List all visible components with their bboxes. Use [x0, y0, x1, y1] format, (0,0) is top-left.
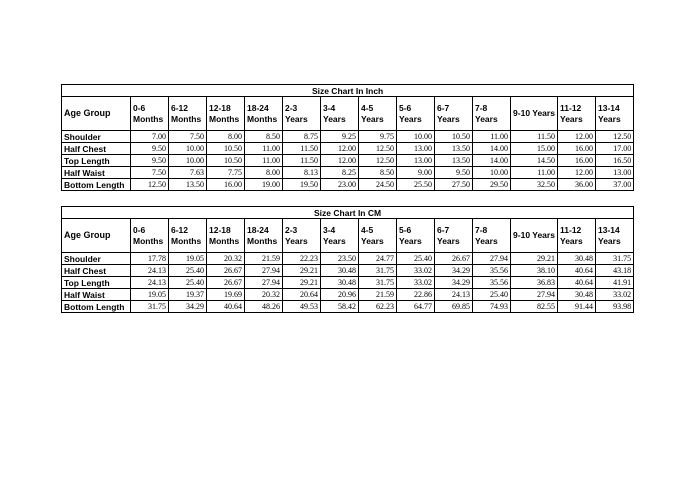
- table-cell: 27.50: [435, 179, 473, 191]
- column-header-line: 18-24: [247, 224, 269, 235]
- table-cell: 31.75: [359, 277, 397, 289]
- table-cell: 34.29: [435, 265, 473, 277]
- table-cell: 32.50: [511, 179, 558, 191]
- table-cell: 19.00: [245, 179, 283, 191]
- column-header: [359, 97, 397, 131]
- table-cell: 13.00: [397, 143, 435, 155]
- column-header-line: 2-3: [285, 102, 298, 113]
- table-cell: 19.50: [283, 179, 321, 191]
- column-header: [245, 219, 283, 253]
- table-cell: 23.50: [321, 253, 359, 265]
- table-cell: 21.59: [359, 289, 397, 301]
- column-header: [435, 97, 473, 131]
- table-cell: 38.10: [511, 265, 558, 277]
- column-header-line: Months: [133, 235, 164, 246]
- row-label: Half Waist: [62, 289, 131, 301]
- table-cell: 74.93: [473, 301, 511, 313]
- table-cell: 27.94: [473, 253, 511, 265]
- row-label: Shoulder: [62, 131, 131, 143]
- table-cell: 15.00: [511, 143, 558, 155]
- table-cell: 21.59: [245, 253, 283, 265]
- column-header-line: 9-10 Years: [513, 230, 555, 240]
- column-header-line: 18-24: [247, 102, 269, 113]
- column-header-line: 12-18: [209, 224, 231, 235]
- column-header-line: 7-8: [475, 224, 488, 235]
- table-cell: 48.26: [245, 301, 283, 313]
- table-cell: 11.00: [511, 167, 558, 179]
- table-cell: 9.00: [397, 167, 435, 179]
- column-header-line: 5-6: [399, 224, 412, 235]
- table-cell: 27.94: [245, 265, 283, 277]
- column-header: [283, 97, 321, 131]
- table-cell: 8.25: [321, 167, 359, 179]
- table-cell: 12.50: [131, 179, 169, 191]
- table-cell: 24.13: [435, 289, 473, 301]
- table-cell: 11.00: [245, 143, 283, 155]
- table-cell: 19.69: [207, 289, 245, 301]
- column-header-line: Years: [285, 235, 308, 246]
- table-cell: 10.00: [169, 143, 207, 155]
- table-cell: 8.13: [283, 167, 321, 179]
- column-header-line: 0-6: [133, 102, 146, 113]
- table-cell: 29.21: [511, 253, 558, 265]
- column-header-line: 6-7: [437, 224, 450, 235]
- table-cell: 64.77: [397, 301, 435, 313]
- column-header-line: Years: [399, 113, 422, 124]
- table-cell: 12.50: [359, 143, 397, 155]
- column-header-line: Years: [323, 235, 346, 246]
- table-cell: 8.00: [207, 131, 245, 143]
- table-cell: 20.32: [245, 289, 283, 301]
- size-chart-inch: [61, 84, 634, 191]
- column-header-line: Years: [399, 235, 422, 246]
- row-label: Top Length: [62, 277, 131, 289]
- table-cell: 22.23: [283, 253, 321, 265]
- table-cell: 12.00: [558, 131, 596, 143]
- table-cell: 43.18: [596, 265, 634, 277]
- column-header: [558, 219, 596, 253]
- table-cell: 13.50: [435, 143, 473, 155]
- column-header-line: 3-4: [323, 224, 336, 235]
- column-header-line: Years: [598, 235, 621, 246]
- column-header: [321, 219, 359, 253]
- table-cell: 11.50: [283, 143, 321, 155]
- column-header-line: 0-6: [133, 224, 146, 235]
- column-header: [473, 97, 511, 131]
- table-cell: 10.00: [397, 131, 435, 143]
- table-cell: 10.50: [207, 143, 245, 155]
- column-header: [397, 97, 435, 131]
- table-cell: 12.00: [558, 167, 596, 179]
- table-cell: 25.40: [473, 289, 511, 301]
- table-title: Size Chart In Inch: [62, 85, 634, 97]
- column-header: [511, 219, 558, 253]
- column-header-line: Years: [285, 113, 308, 124]
- table-cell: 10.00: [169, 155, 207, 167]
- table-cell: 9.50: [131, 155, 169, 167]
- table-cell: 12.50: [359, 155, 397, 167]
- table-cell: 24.77: [359, 253, 397, 265]
- table-cell: 30.48: [558, 253, 596, 265]
- table-row: [62, 265, 634, 277]
- table-cell: 11.50: [283, 155, 321, 167]
- column-header: [435, 219, 473, 253]
- table-cell: 7.63: [169, 167, 207, 179]
- row-label: Half Chest: [62, 265, 131, 277]
- column-header-line: Years: [361, 235, 384, 246]
- column-header: [511, 97, 558, 131]
- table-cell: 58.42: [321, 301, 359, 313]
- column-header-line: 4-5: [361, 102, 374, 113]
- table-cell: 16.50: [596, 155, 634, 167]
- table-cell: 40.64: [207, 301, 245, 313]
- row-label: Bottom Length: [62, 301, 131, 313]
- age-group-header: Age Group: [62, 219, 131, 253]
- table-cell: 10.00: [473, 167, 511, 179]
- table-cell: 27.94: [245, 277, 283, 289]
- table-cell: 10.50: [207, 155, 245, 167]
- table-cell: 7.75: [207, 167, 245, 179]
- table-cell: 9.75: [359, 131, 397, 143]
- table-cell: 33.02: [397, 265, 435, 277]
- table-cell: 14.00: [473, 155, 511, 167]
- table-cell: 31.75: [131, 301, 169, 313]
- table-cell: 25.40: [397, 253, 435, 265]
- table-row: [62, 301, 634, 313]
- column-header: [283, 219, 321, 253]
- table-cell: 26.67: [207, 277, 245, 289]
- table-cell: 34.29: [169, 301, 207, 313]
- table-cell: 16.00: [207, 179, 245, 191]
- table-cell: 20.32: [207, 253, 245, 265]
- column-header: [558, 97, 596, 131]
- table-cell: 17.78: [131, 253, 169, 265]
- column-header-line: 13-14: [598, 102, 620, 113]
- table-row: [62, 289, 634, 301]
- table-cell: 62.23: [359, 301, 397, 313]
- table-cell: 16.00: [558, 143, 596, 155]
- column-header: [596, 219, 634, 253]
- table-cell: 19.05: [169, 253, 207, 265]
- table-cell: 9.50: [435, 167, 473, 179]
- column-header-line: 12-18: [209, 102, 231, 113]
- table-cell: 7.00: [131, 131, 169, 143]
- table-cell: 26.67: [435, 253, 473, 265]
- table-cell: 20.96: [321, 289, 359, 301]
- table-cell: 33.02: [397, 277, 435, 289]
- column-header-line: Years: [560, 113, 583, 124]
- row-label: Shoulder: [62, 253, 131, 265]
- table-cell: 12.00: [321, 155, 359, 167]
- column-header-line: Years: [437, 235, 460, 246]
- column-header-line: 6-12: [171, 224, 189, 235]
- header-row: [62, 219, 634, 253]
- column-header-line: 11-12: [560, 224, 582, 235]
- column-header-line: Months: [171, 235, 202, 246]
- table-cell: 31.75: [596, 253, 634, 265]
- column-header-line: 11-12: [560, 102, 582, 113]
- table-cell: 17.00: [596, 143, 634, 155]
- table-cell: 11.00: [473, 131, 511, 143]
- table-cell: 25.40: [169, 265, 207, 277]
- table-cell: 27.94: [511, 289, 558, 301]
- column-header-line: Months: [209, 113, 240, 124]
- row-label: Top Length: [62, 155, 131, 167]
- size-chart-cm: [61, 206, 634, 313]
- table-cell: 30.48: [558, 289, 596, 301]
- column-header-line: 6-7: [437, 102, 450, 113]
- column-header-line: 6-12: [171, 102, 189, 113]
- column-header: [321, 97, 359, 131]
- column-header-line: Months: [247, 113, 278, 124]
- row-label: Bottom Length: [62, 179, 131, 191]
- table-cell: 35.56: [473, 277, 511, 289]
- header-row: [62, 97, 634, 131]
- column-header-line: Months: [133, 113, 164, 124]
- column-header-line: Years: [475, 235, 498, 246]
- table-cell: 34.29: [435, 277, 473, 289]
- table-row: [62, 143, 634, 155]
- table-cell: 29.21: [283, 265, 321, 277]
- table-cell: 69.85: [435, 301, 473, 313]
- column-header-line: Months: [247, 235, 278, 246]
- table-cell: 13.50: [435, 155, 473, 167]
- table-title: Size Chart In CM: [62, 207, 634, 219]
- table-cell: 9.25: [321, 131, 359, 143]
- column-header: [131, 219, 169, 253]
- column-header-line: 7-8: [475, 102, 488, 113]
- column-header-line: 3-4: [323, 102, 336, 113]
- table-cell: 41.91: [596, 277, 634, 289]
- table-row: [62, 253, 634, 265]
- table-cell: 25.40: [169, 277, 207, 289]
- table-cell: 8.50: [359, 167, 397, 179]
- table-cell: 22.86: [397, 289, 435, 301]
- age-group-header: Age Group: [62, 97, 131, 131]
- column-header: [359, 219, 397, 253]
- table-cell: 37.00: [596, 179, 634, 191]
- column-header: [131, 97, 169, 131]
- table-cell: 33.02: [596, 289, 634, 301]
- table-cell: 19.37: [169, 289, 207, 301]
- table-cell: 91.44: [558, 301, 596, 313]
- table-cell: 8.75: [283, 131, 321, 143]
- table-cell: 14.00: [473, 143, 511, 155]
- table-cell: 20.64: [283, 289, 321, 301]
- table-cell: 16.00: [558, 155, 596, 167]
- column-header-line: Years: [560, 235, 583, 246]
- column-header: [596, 97, 634, 131]
- table-cell: 26.67: [207, 265, 245, 277]
- table-cell: 40.64: [558, 277, 596, 289]
- table-cell: 35.56: [473, 265, 511, 277]
- column-header: [169, 219, 207, 253]
- table-cell: 24.50: [359, 179, 397, 191]
- column-header: [245, 97, 283, 131]
- column-header-line: 13-14: [598, 224, 620, 235]
- column-header-line: Years: [598, 113, 621, 124]
- table-cell: 11.00: [245, 155, 283, 167]
- table-cell: 93.98: [596, 301, 634, 313]
- row-label: Half Chest: [62, 143, 131, 155]
- column-header-line: 9-10 Years: [513, 108, 555, 118]
- table-cell: 82.55: [511, 301, 558, 313]
- table-cell: 29.50: [473, 179, 511, 191]
- column-header-line: Years: [437, 113, 460, 124]
- table-cell: 49.53: [283, 301, 321, 313]
- table-row: [62, 179, 634, 191]
- column-header-line: Years: [361, 113, 384, 124]
- table-cell: 25.50: [397, 179, 435, 191]
- table-cell: 30.48: [321, 277, 359, 289]
- column-header-line: 5-6: [399, 102, 412, 113]
- table-cell: 24.13: [131, 265, 169, 277]
- table-cell: 31.75: [359, 265, 397, 277]
- column-header-line: Years: [475, 113, 498, 124]
- column-header-line: 2-3: [285, 224, 298, 235]
- table-cell: 8.50: [245, 131, 283, 143]
- table-row: [62, 131, 634, 143]
- table-cell: 36.83: [511, 277, 558, 289]
- column-header: [207, 97, 245, 131]
- column-header-line: 4-5: [361, 224, 374, 235]
- table-cell: 7.50: [169, 131, 207, 143]
- column-header-line: Years: [323, 113, 346, 124]
- column-header: [207, 219, 245, 253]
- table-cell: 10.50: [435, 131, 473, 143]
- column-header: [397, 219, 435, 253]
- table-cell: 30.48: [321, 265, 359, 277]
- table-cell: 13.00: [397, 155, 435, 167]
- column-header-line: Months: [171, 113, 202, 124]
- table-cell: 36.00: [558, 179, 596, 191]
- table-row: [62, 277, 634, 289]
- table-row: [62, 155, 634, 167]
- table-row: [62, 167, 634, 179]
- table-cell: 19.05: [131, 289, 169, 301]
- column-header-line: Months: [209, 235, 240, 246]
- table-cell: 8.00: [245, 167, 283, 179]
- table-cell: 14.50: [511, 155, 558, 167]
- table-cell: 24.13: [131, 277, 169, 289]
- table-cell: 9.50: [131, 143, 169, 155]
- table-cell: 12.00: [321, 143, 359, 155]
- row-label: Half Waist: [62, 167, 131, 179]
- table-cell: 11.50: [511, 131, 558, 143]
- column-header: [169, 97, 207, 131]
- table-cell: 13.00: [596, 167, 634, 179]
- column-header: [473, 219, 511, 253]
- table-cell: 13.50: [169, 179, 207, 191]
- table-cell: 7.50: [131, 167, 169, 179]
- table-cell: 40.64: [558, 265, 596, 277]
- table-cell: 29.21: [283, 277, 321, 289]
- table-cell: 23.00: [321, 179, 359, 191]
- table-cell: 12.50: [596, 131, 634, 143]
